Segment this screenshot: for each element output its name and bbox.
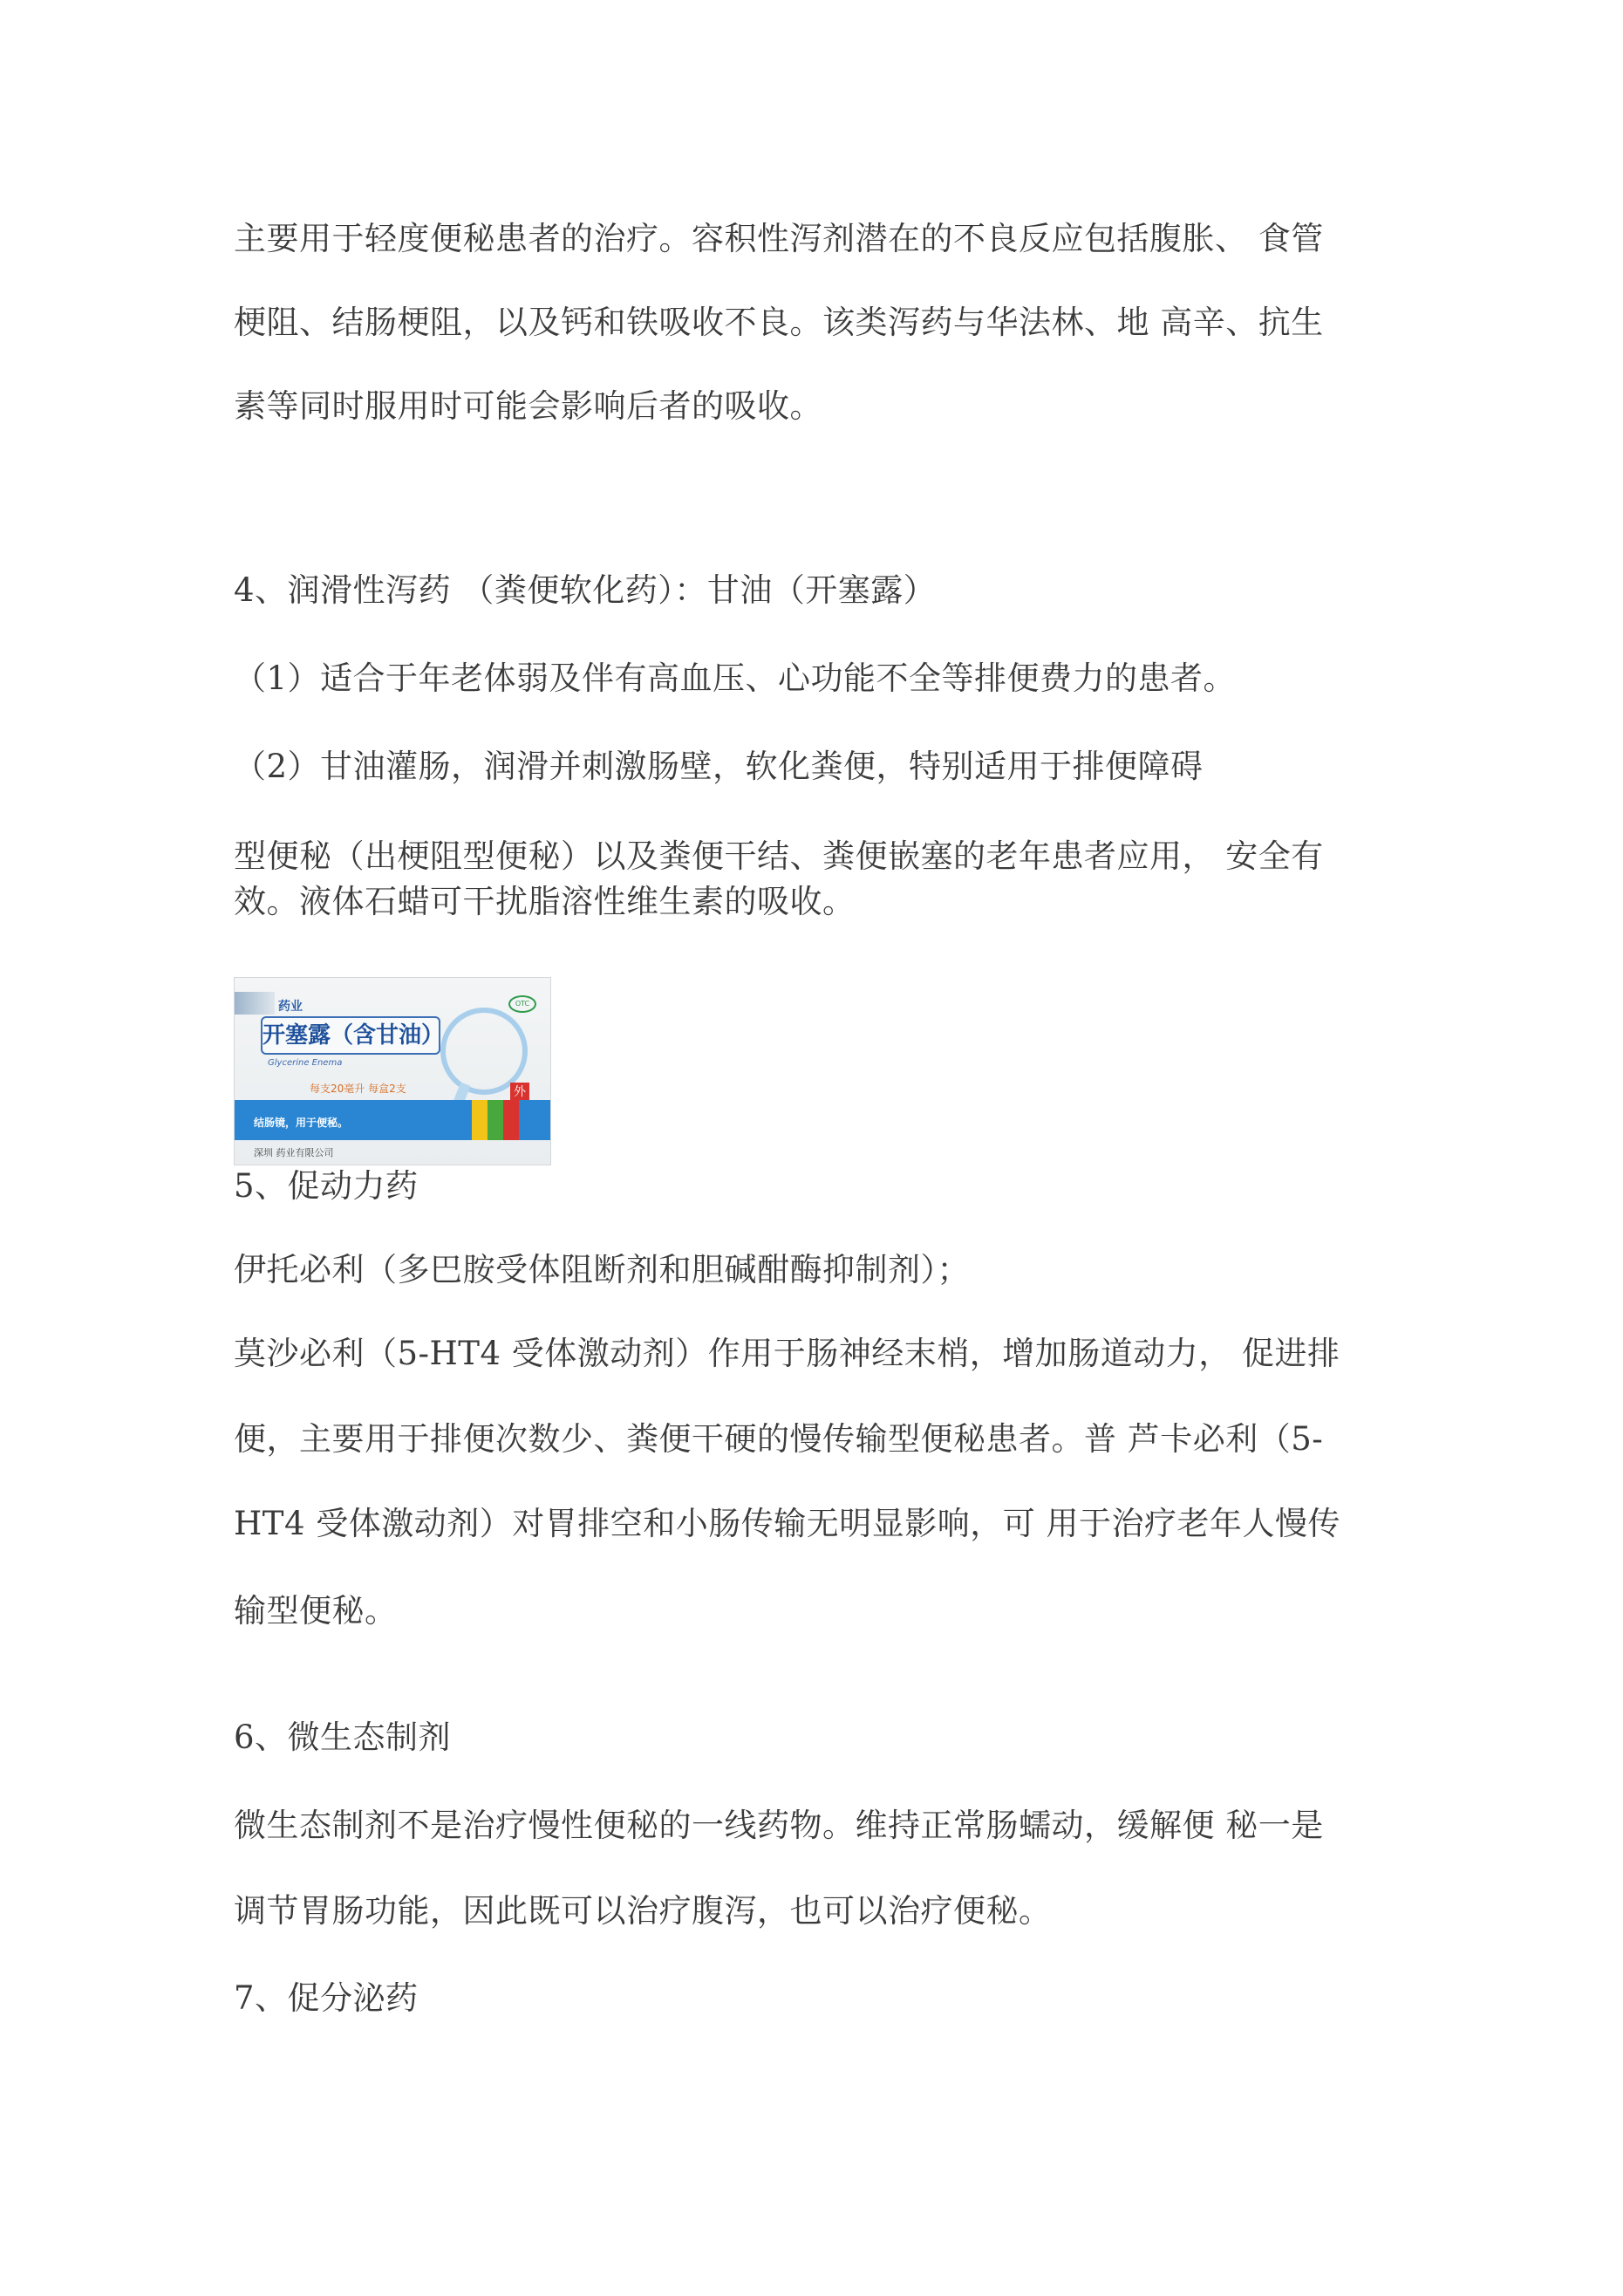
color-band-green — [488, 1100, 503, 1140]
text-line: 型便秘（出梗阻型便秘）以及粪便干结、粪便嵌塞的老年患者应用， 安全有 — [234, 837, 1324, 875]
text-line: 主要用于轻度便秘患者的治疗。容积性泻剂潜在的不良反应包括腹胀、 食管 — [234, 220, 1324, 257]
product-title: 开塞露（含甘油） — [261, 1016, 440, 1055]
text-line: 便，主要用于排便次数少、粪便干硬的慢传输型便秘患者。普 芦卡必利（5- — [234, 1420, 1324, 1458]
color-band-yellow — [472, 1100, 488, 1140]
otc-badge: OTC — [508, 995, 536, 1013]
text-line: 效。液体石蜡可干扰脂溶性维生素的吸收。 — [234, 883, 856, 920]
brand-logo — [235, 992, 275, 1015]
section-heading-7: 7、促分泌药 — [234, 1979, 419, 2017]
text-line: 素等同时服用时可能会影响后者的吸收。 — [234, 387, 822, 425]
product-photo — [234, 977, 551, 1165]
text-line: 微生态制剂不是治疗慢性便秘的一线药物。维持正常肠蠕动，缓解便 秘一是 — [234, 1807, 1324, 1844]
section-heading-6: 6、微生态制剂 — [234, 1719, 452, 1756]
color-band-red — [503, 1100, 519, 1140]
text-line: （2）甘油灌肠，润滑并刺激肠壁，软化粪便，特别适用于排便障碍 — [234, 748, 1204, 785]
text-line: 莫沙必利（5-HT4 受体激动剂）作用于肠神经末梢，增加肠道动力， 促进排 — [234, 1335, 1340, 1372]
section-heading-4: 4、润滑性泻药 （粪便软化药）：甘油（开塞露） — [234, 571, 937, 609]
brand-label: 药业 — [278, 1000, 303, 1014]
text-line: HT4 受体激动剂）对胃排空和小肠传输无明显影响，可 用于治疗老年人慢传 — [234, 1505, 1341, 1542]
product-subtitle: Glycerine Enema — [268, 1058, 343, 1068]
product-spec: 每支20毫升 每盒2支 — [310, 1083, 406, 1095]
manufacturer-label: 深圳 药业有限公司 — [254, 1147, 334, 1158]
text-line: 伊托必利（多巴胺受体阻断剂和胆碱酣酶抑制剂）； — [234, 1251, 970, 1288]
enema-bulb-icon — [440, 1008, 528, 1095]
text-line: （1）适合于年老体弱及伴有高血压、心功能不全等排便费力的患者。 — [234, 659, 1237, 697]
text-line: 输型便秘。 — [234, 1592, 398, 1630]
text-line: 调节胃肠功能，因此既可以治疗腹泻，也可以治疗便秘。 — [234, 1892, 1052, 1930]
external-use-mark: 外 — [510, 1083, 529, 1102]
section-heading-5: 5、促动力药 — [234, 1167, 419, 1205]
product-slogan: 结肠镜，用于便秘。 — [254, 1117, 349, 1129]
text-line: 梗阻、结肠梗阻，以及钙和铁吸收不良。该类泻药与华法林、地 高辛、抗生 — [234, 304, 1324, 341]
